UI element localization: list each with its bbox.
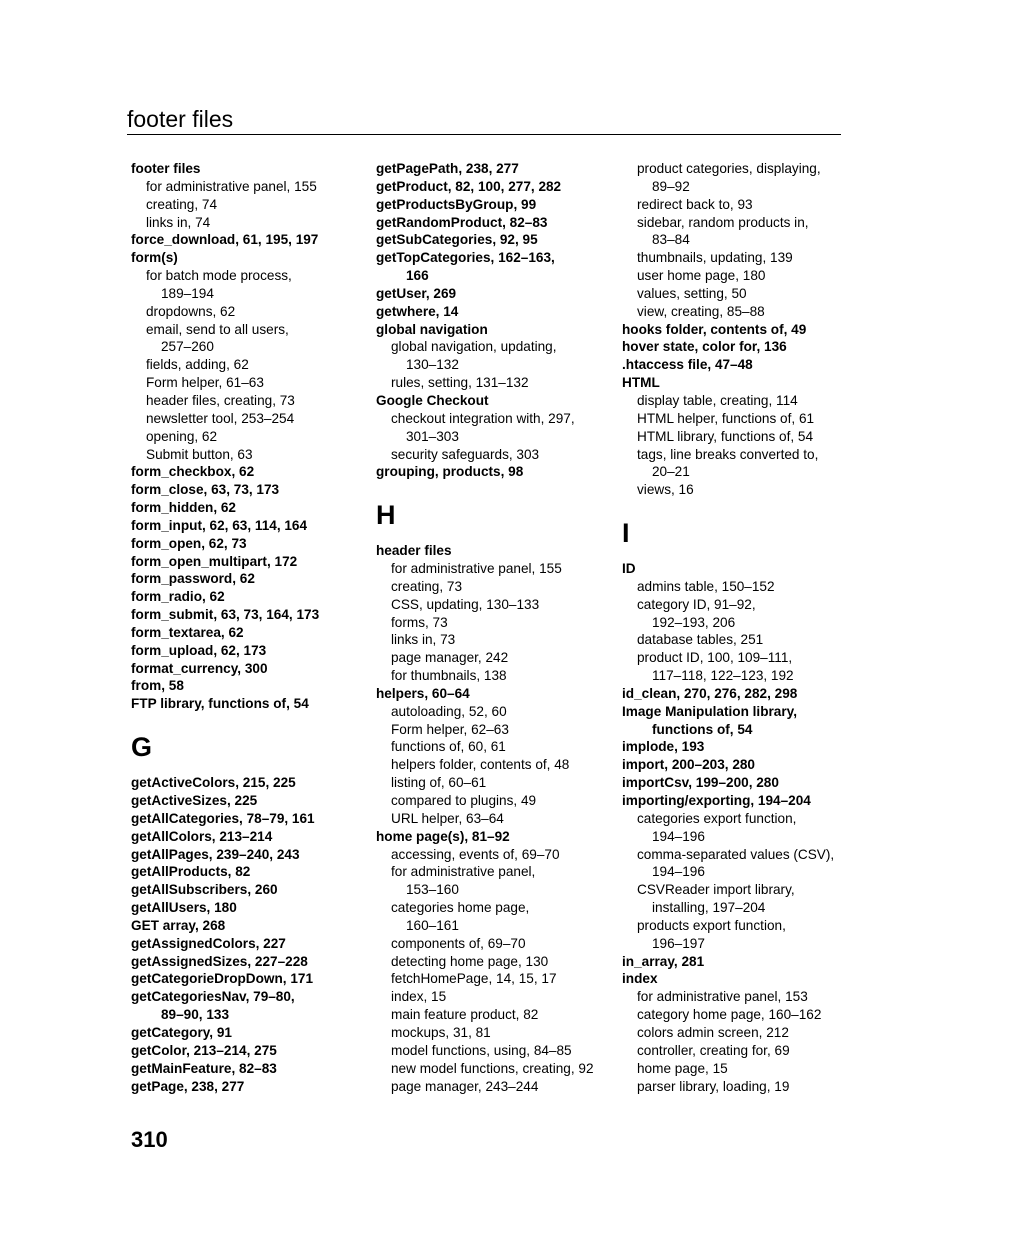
index-subentry: model functions, using, 84–85 bbox=[391, 1042, 572, 1058]
page-number: 310 bbox=[131, 1127, 168, 1152]
index-main-entry: in_array, 281 bbox=[622, 953, 705, 969]
index-main-entry: getActiveSizes, 225 bbox=[131, 793, 258, 808]
index-subentry: CSS, updating, 130–133 bbox=[391, 596, 540, 612]
index-subentry: 257–260 bbox=[161, 339, 214, 355]
index-main-entry: getMainFeature, 82–83 bbox=[131, 1060, 277, 1076]
index-subentry: global navigation, updating, bbox=[391, 339, 557, 355]
index-main-entry: getCategoriesNav, 79–80, bbox=[131, 989, 295, 1005]
index-subentry: 301–303 bbox=[406, 428, 459, 444]
index-subentry: for administrative panel, 153 bbox=[637, 989, 808, 1005]
index-subentry: listing of, 60–61 bbox=[391, 775, 487, 791]
index-subentry: 160–161 bbox=[406, 917, 459, 933]
index-main-entry: form_checkbox, 62 bbox=[131, 464, 255, 480]
index-main-entry: form_upload, 62, 173 bbox=[131, 642, 267, 658]
index-subentry: for administrative panel, 155 bbox=[391, 561, 562, 577]
index-subentry: 83–84 bbox=[652, 232, 690, 248]
index-subentry: views, 16 bbox=[637, 482, 694, 498]
index-main-entry: form_submit, 63, 73, 164, 173 bbox=[131, 607, 320, 623]
index-subentry: fetchHomePage, 14, 15, 17 bbox=[391, 971, 557, 987]
index-subentry: 189–194 bbox=[161, 285, 214, 301]
index-subentry: Form helper, 61–63 bbox=[146, 375, 264, 391]
index-main-entry: FTP library, functions of, 54 bbox=[131, 696, 309, 712]
index-subentry: links in, 74 bbox=[146, 214, 211, 230]
index-subentry: opening, 62 bbox=[146, 428, 218, 444]
index-main-entry: form_input, 62, 63, 114, 164 bbox=[131, 517, 308, 533]
index-subentry: database tables, 251 bbox=[637, 632, 764, 648]
index-subentry: parser library, loading, 19 bbox=[637, 1078, 790, 1094]
index-subentry: HTML library, functions of, 54 bbox=[637, 428, 814, 444]
index-subentry: checkout integration with, 297, bbox=[391, 410, 575, 426]
index-main-entry: getAllPages, 239–240, 243 bbox=[131, 846, 300, 862]
index-main-entry: import, 200–203, 280 bbox=[622, 757, 755, 773]
index-main-entry: getCategory, 91 bbox=[131, 1024, 232, 1040]
index-main-entry: form_password, 62 bbox=[131, 571, 255, 587]
index-subentry: for administrative panel, bbox=[391, 864, 536, 880]
index-subentry: 196–197 bbox=[652, 935, 705, 951]
index-subentry: 194–196 bbox=[652, 864, 705, 880]
index-subentry: links in, 73 bbox=[391, 632, 456, 648]
index-subentry: dropdowns, 62 bbox=[146, 303, 236, 319]
index-main-entry: implode, 193 bbox=[622, 739, 705, 755]
index-main-entry: format_currency, 300 bbox=[131, 660, 268, 676]
running-head: footer files bbox=[127, 104, 841, 135]
index-main-entry: getAllUsers, 180 bbox=[131, 900, 237, 916]
index-subentry: email, send to all users, bbox=[146, 321, 289, 337]
index-subentry: thumbnails, updating, 139 bbox=[637, 250, 793, 266]
index-main-entry: getRandomProduct, 82–83 bbox=[376, 214, 548, 230]
index-subentry: mockups, 31, 81 bbox=[391, 1024, 491, 1040]
index-subentry: tags, line breaks converted to, bbox=[637, 446, 819, 462]
index-main-entry: getActiveColors, 215, 225 bbox=[131, 775, 296, 791]
index-subentry: URL helper, 63–64 bbox=[391, 810, 504, 826]
index-subentry: sidebar, random products in, bbox=[637, 214, 809, 230]
index-subentry: compared to plugins, 49 bbox=[391, 793, 537, 808]
index-subentry: installing, 197–204 bbox=[652, 900, 766, 916]
index-main-entry: form_textarea, 62 bbox=[131, 624, 244, 640]
index-subentry: display table, creating, 114 bbox=[637, 392, 798, 408]
index-main-entry: helpers, 60–64 bbox=[376, 685, 470, 701]
index-subentry: functions of, 54 bbox=[652, 721, 753, 737]
index-subentry: newsletter tool, 253–254 bbox=[146, 410, 295, 426]
index-main-entry: getPage, 238, 277 bbox=[131, 1078, 245, 1094]
index-subentry: category home page, 160–162 bbox=[637, 1007, 822, 1023]
index-subentry: 153–160 bbox=[406, 882, 459, 898]
section-letter: I bbox=[622, 518, 630, 549]
index-main-entry: hooks folder, contents of, 49 bbox=[622, 321, 807, 337]
index-main-entry: getAllColors, 213–214 bbox=[131, 828, 273, 844]
index-subentry: 192–193, 206 bbox=[652, 614, 736, 630]
section-letter: G bbox=[131, 732, 153, 763]
index-main-entry: getAssignedColors, 227 bbox=[131, 935, 286, 951]
index-subentry: for batch mode process, bbox=[146, 268, 292, 284]
index-subentry: view, creating, 85–88 bbox=[637, 303, 765, 319]
index-main-entry: hover state, color for, 136 bbox=[622, 339, 787, 355]
index-main-entry: form_open, 62, 73 bbox=[131, 535, 247, 551]
index-main-entry: form_open_multipart, 172 bbox=[131, 553, 298, 569]
index-subentry: functions of, 60, 61 bbox=[391, 739, 506, 755]
index-main-entry: getAllSubscribers, 260 bbox=[131, 882, 278, 898]
index-subentry: page manager, 242 bbox=[391, 650, 509, 666]
index-main-entry: getProduct, 82, 100, 277, 282 bbox=[376, 178, 562, 194]
index-subentry: redirect back to, 93 bbox=[637, 196, 753, 212]
index-subentry: main feature product, 82 bbox=[391, 1007, 539, 1023]
index-main-entry: ID bbox=[622, 561, 636, 577]
index-subentry: 89–92 bbox=[652, 178, 690, 194]
index-main-entry: getCategorieDropDown, 171 bbox=[131, 971, 314, 987]
index-subentry: autoloading, 52, 60 bbox=[391, 703, 507, 719]
index-subentry: admins table, 150–152 bbox=[637, 578, 775, 594]
index-subentry: CSVReader import library, bbox=[637, 882, 795, 898]
index-subentry: for thumbnails, 138 bbox=[391, 668, 507, 684]
section-letter: H bbox=[376, 500, 396, 531]
index-main-entry: getTopCategories, 162–163, bbox=[376, 250, 555, 266]
index-subentry: fields, adding, 62 bbox=[146, 357, 249, 373]
index-main-entry: Google Checkout bbox=[376, 392, 489, 408]
index-subentry: home page, 15 bbox=[637, 1060, 728, 1076]
index-subentry: components of, 69–70 bbox=[391, 935, 526, 951]
index-subentry: product ID, 100, 109–111, bbox=[637, 650, 793, 666]
index-subentry: colors admin screen, 212 bbox=[637, 1024, 789, 1040]
index-main-entry: GET array, 268 bbox=[131, 917, 226, 933]
index-subentry: Submit button, 63 bbox=[146, 446, 253, 462]
index-subentry: 130–132 bbox=[406, 357, 459, 373]
index-subentry: header files, creating, 73 bbox=[146, 392, 295, 408]
index-subentry: controller, creating for, 69 bbox=[637, 1042, 790, 1058]
index-subentry: accessing, events of, 69–70 bbox=[391, 846, 560, 862]
index-subentry: 20–21 bbox=[652, 464, 690, 480]
index-subentry: categories home page, bbox=[391, 900, 530, 916]
index-main-entry: importing/exporting, 194–204 bbox=[622, 793, 811, 808]
index-main-entry: header files bbox=[376, 543, 452, 559]
index-subentry: products export function, bbox=[637, 917, 786, 933]
index-subentry: comma-separated values (CSV), bbox=[637, 846, 835, 862]
index-subentry: categories export function, bbox=[637, 810, 797, 826]
index-subentry: rules, setting, 131–132 bbox=[391, 375, 529, 391]
index-subentry: creating, 74 bbox=[146, 196, 218, 212]
index-subentry: user home page, 180 bbox=[637, 268, 766, 284]
index-main-entry: getPagePath, 238, 277 bbox=[376, 161, 519, 176]
index-main-entry: index bbox=[622, 971, 658, 987]
index-column-1 bbox=[131, 160, 366, 1095]
index-main-entry: getAllCategories, 78–79, 161 bbox=[131, 810, 315, 826]
index-subentry: category ID, 91–92, bbox=[637, 596, 756, 612]
index-subentry: 117–118, 122–123, 192 bbox=[652, 668, 794, 684]
index-main-entry: footer files bbox=[131, 161, 201, 176]
index-subentry: Form helper, 62–63 bbox=[391, 721, 509, 737]
index-subentry: 194–196 bbox=[652, 828, 705, 844]
index-column-2 bbox=[376, 160, 611, 1095]
index-subentry: page manager, 243–244 bbox=[391, 1078, 539, 1094]
index-main-entry: getProductsByGroup, 99 bbox=[376, 196, 537, 212]
index-subentry: 166 bbox=[406, 268, 429, 284]
index-main-entry: form_hidden, 62 bbox=[131, 500, 236, 516]
index-main-entry: force_download, 61, 195, 197 bbox=[131, 232, 319, 248]
index-subentry: detecting home page, 130 bbox=[391, 953, 549, 969]
index-main-entry: id_clean, 270, 276, 282, 298 bbox=[622, 685, 798, 701]
index-subentry: creating, 73 bbox=[391, 578, 463, 594]
index-main-entry: form_close, 63, 73, 173 bbox=[131, 482, 280, 498]
index-main-entry: Image Manipulation library, bbox=[622, 703, 797, 719]
index-subentry: security safeguards, 303 bbox=[391, 446, 540, 462]
index-main-entry: from, 58 bbox=[131, 678, 184, 694]
index-subentry: product categories, displaying, bbox=[637, 161, 821, 176]
index-main-entry: getColor, 213–214, 275 bbox=[131, 1042, 277, 1058]
index-subentry: helpers folder, contents of, 48 bbox=[391, 757, 570, 773]
index-main-entry: getwhere, 14 bbox=[376, 303, 459, 319]
index-main-entry: grouping, products, 98 bbox=[376, 464, 524, 480]
index-subentry: HTML helper, functions of, 61 bbox=[637, 410, 815, 426]
index-subentry: 89–90, 133 bbox=[161, 1007, 230, 1023]
index-subentry: new model functions, creating, 92 bbox=[391, 1060, 594, 1076]
index-main-entry: getAllProducts, 82 bbox=[131, 864, 251, 880]
index-main-entry: form_radio, 62 bbox=[131, 589, 225, 605]
index-main-entry: getUser, 269 bbox=[376, 285, 457, 301]
index-main-entry: getSubCategories, 92, 95 bbox=[376, 232, 538, 248]
index-main-entry: home page(s), 81–92 bbox=[376, 828, 510, 844]
index-subentry: for administrative panel, 155 bbox=[146, 178, 317, 194]
index-main-entry: form(s) bbox=[131, 250, 178, 266]
index-main-entry: global navigation bbox=[376, 321, 488, 337]
index-subentry: values, setting, 50 bbox=[637, 285, 747, 301]
index-main-entry: getAssignedSizes, 227–228 bbox=[131, 953, 308, 969]
index-column-3 bbox=[622, 160, 857, 1095]
index-subentry: forms, 73 bbox=[391, 614, 448, 630]
index-main-entry: .htaccess file, 47–48 bbox=[622, 357, 753, 373]
index-main-entry: importCsv, 199–200, 280 bbox=[622, 775, 779, 791]
index-main-entry: HTML bbox=[622, 375, 660, 391]
index-subentry: index, 15 bbox=[391, 989, 447, 1005]
